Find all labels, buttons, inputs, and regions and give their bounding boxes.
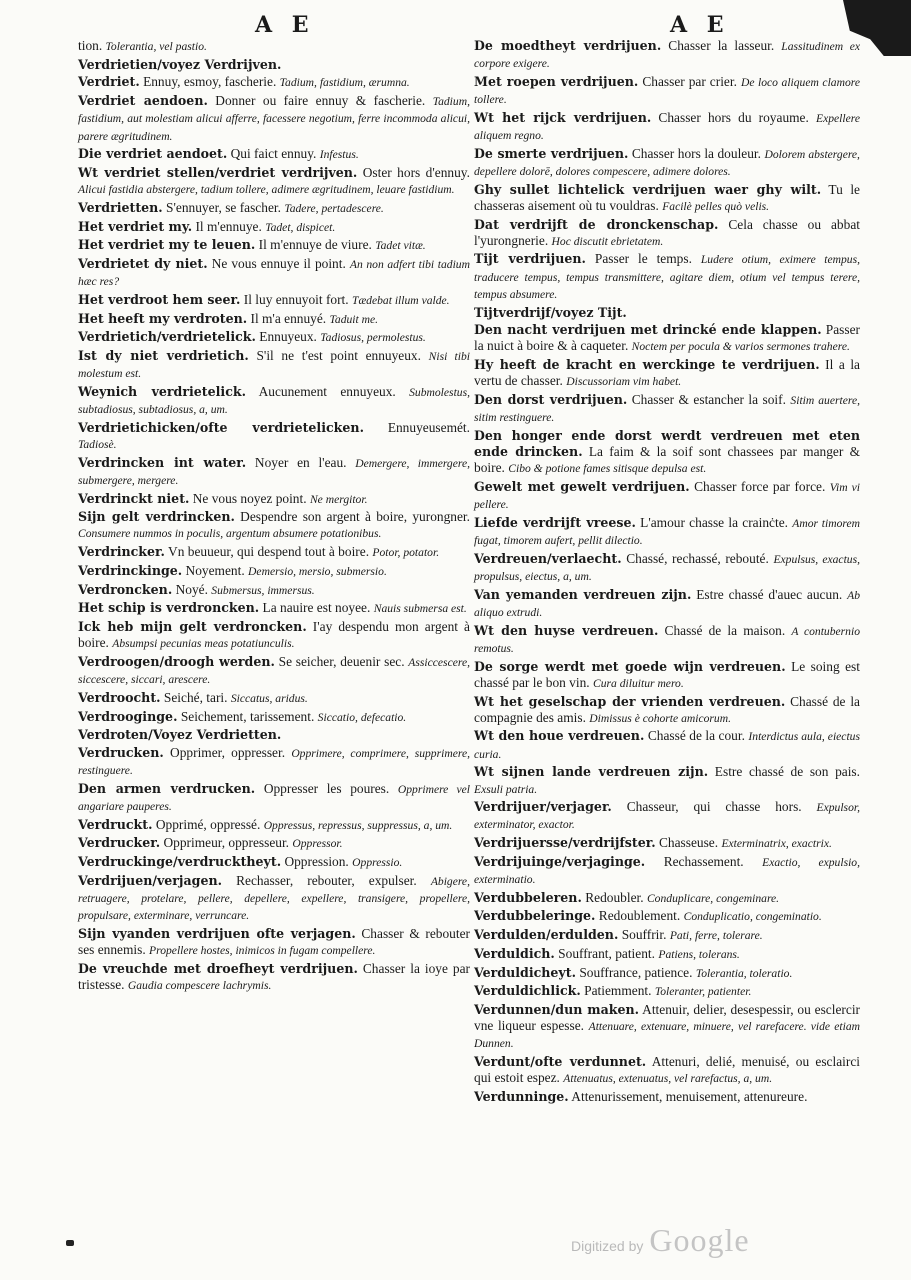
entry-french-gloss: Despendre son argent à boire, yurongner. xyxy=(240,509,470,525)
entry-headword: Verdrooginge. xyxy=(78,708,178,724)
left-column-header: A E xyxy=(255,12,315,38)
entry-latin-gloss: Tædebat illum valde. xyxy=(352,293,450,307)
entry-latin-gloss: Interdictus aula, eiectus curia. xyxy=(474,730,860,761)
entry-headword: Verdunninge. xyxy=(474,1088,569,1104)
dictionary-entry xyxy=(474,38,860,72)
entry-french-gloss: Passer le temps. xyxy=(594,251,692,267)
entry-latin-gloss: Attenuare, extenuare, minuere, vel rarefacere. vide etiam Dunnen. xyxy=(474,1020,860,1051)
entry-headword: Ick heb mijn gelt verdroncken. xyxy=(78,619,307,634)
entry-latin-gloss: Expellere aliquem regno. xyxy=(474,111,860,143)
dictionary-entry xyxy=(78,219,470,236)
entry-headword: Het verdroot hem seer. xyxy=(78,291,241,307)
dictionary-entry xyxy=(474,908,860,925)
entry-headword: Verdriet aendoen. xyxy=(78,93,208,109)
entry-french-gloss: Ne vous noyez point. xyxy=(192,490,307,506)
entry-headword: Verdrincker. xyxy=(78,544,165,560)
dictionary-entry xyxy=(474,322,860,355)
dictionary-entry xyxy=(474,835,860,852)
entry-french-gloss: Oppression. xyxy=(284,854,349,870)
entry-latin-gloss: Tadet vitæ. xyxy=(375,239,426,253)
entry-latin-gloss: Tadium, fastidium, ærumna. xyxy=(279,76,410,90)
entry-french-gloss: Estre chassé d'auec aucun. xyxy=(696,586,843,602)
entry-latin-gloss: Exactio, expulsio, exterminatio. xyxy=(474,855,860,887)
entry-french-gloss: Noyement. xyxy=(185,562,245,578)
entry-french-gloss: Chasser force par force. xyxy=(694,479,826,495)
entry-french-gloss: Ne vous ennuye il point. xyxy=(211,255,346,271)
entry-headword: Het verdriet my. xyxy=(78,218,193,234)
entry-french-gloss: Il m'ennuye de viure. xyxy=(258,237,372,253)
entry-french-gloss: Aucunement ennuyeux. xyxy=(258,383,396,399)
entry-french-gloss: Rechasser, rebouter, expulser. xyxy=(236,872,417,888)
entry-latin-gloss: Assiccescere, siccescere, siccari, arescere. xyxy=(78,655,470,687)
google-logo: Google xyxy=(649,1222,750,1258)
entry-french-gloss: Oppresser les poures. xyxy=(263,780,390,796)
entry-latin-gloss: Oppressio. xyxy=(352,856,403,870)
dictionary-entry xyxy=(78,854,470,871)
dictionary-entry xyxy=(78,709,470,726)
dictionary-entry xyxy=(78,329,470,346)
entry-headword: Verduldicheyt. xyxy=(474,964,576,980)
entry-latin-gloss: Pati, ferre, tolerare. xyxy=(669,929,763,943)
entry-latin-gloss: Sitim auertere, sitim restinguere. xyxy=(474,394,860,425)
entry-french-gloss: Ennuyeux. xyxy=(259,329,317,345)
entry-latin-gloss: Absumpsi pecunias meas potatiunculis. xyxy=(112,637,295,651)
entry-headword: Verdroocht. xyxy=(78,689,161,705)
entry-latin-gloss: Tolerantia, vel pastio. xyxy=(105,40,207,53)
entry-headword: Verdrietien/voyez Verdrijven. xyxy=(78,56,282,72)
entry-french-gloss: Redoubler. xyxy=(585,889,644,905)
entry-latin-gloss: Discussoriam vim habet. xyxy=(566,375,682,389)
entry-headword: Verdroten/Voyez Verdrietten. xyxy=(78,727,282,743)
dictionary-entry xyxy=(474,428,860,478)
dictionary-entry xyxy=(78,544,470,561)
entry-french-gloss: Chassé de la cour. xyxy=(647,728,745,744)
dictionary-entry xyxy=(474,927,860,944)
entry-headword: Verduldichlick. xyxy=(474,983,581,999)
entry-headword: Wt den houe verdreuen. xyxy=(474,728,645,744)
entry-french-gloss: tion. xyxy=(78,38,103,53)
dictionary-entry xyxy=(474,965,860,982)
entry-french-gloss: Chassé, rechassé, rebouté. xyxy=(626,550,769,566)
entry-headword: Verdreuen/verlaecht. xyxy=(474,550,622,566)
entry-french-gloss: Chasser & estancher la soif. xyxy=(631,392,786,408)
entry-headword: De sorge werdt met goede wijn verdreuen. xyxy=(474,658,786,674)
entry-latin-gloss: Dimissus è cohorte amicorum. xyxy=(589,711,731,725)
entry-headword: Verdriet. xyxy=(78,74,140,90)
entry-headword: Verdrijuer/verjager. xyxy=(474,799,612,815)
entry-headword: Verdulden/erdulden. xyxy=(474,927,619,943)
dictionary-entry xyxy=(474,146,860,180)
dictionary-entry xyxy=(78,384,470,418)
entry-french-gloss: Chasseuse. xyxy=(658,835,719,851)
entry-french-gloss: S'ennuyer, se fascher. xyxy=(166,199,281,215)
dictionary-entry xyxy=(474,764,860,797)
entry-headword: Verdroogen/droogh werden. xyxy=(78,653,275,669)
entry-latin-gloss: Tadium, fastidium, aut molestiam alicui afferre, facessere negotium, ferre incommoda alicui, parere ægritudinem. xyxy=(78,95,470,143)
dictionary-entry xyxy=(78,256,470,290)
entry-headword: Den armen verdrucken. xyxy=(78,780,256,796)
dictionary-entry xyxy=(474,305,860,321)
entry-latin-gloss: Demersio, mersio, submersio. xyxy=(248,564,387,578)
entry-headword: Wt sijnen lande verdreuen zijn. xyxy=(474,764,709,780)
entry-latin-gloss: Tolerantia, toleratio. xyxy=(695,966,793,980)
entry-french-gloss: Passer la nuict à boire & à caqueter. xyxy=(474,322,860,354)
entry-french-gloss: Estre chassé de son pais. xyxy=(714,764,860,780)
entry-headword: Verdroncken. xyxy=(78,581,173,597)
entry-latin-gloss: Opprimere vel angariare pauperes. xyxy=(78,782,470,814)
entry-french-gloss: Ennuyeusemét. xyxy=(387,419,470,435)
dictionary-entry xyxy=(474,74,860,108)
entry-latin-gloss: Lassitudinem ex corpore exigere. xyxy=(474,40,860,71)
entry-french-gloss: Opprimer, oppresser. xyxy=(170,744,286,760)
entry-headword: Verdrietichicken/ofte verdrietelicken. xyxy=(78,419,364,435)
entry-french-gloss: Tu le chasseras aisement où tu vouldras. xyxy=(474,181,860,213)
entry-french-gloss: Chassé de la maison. xyxy=(664,622,786,638)
entry-latin-gloss: Amor timorem fugat, timorem aufert, pellit dilectio. xyxy=(474,516,860,548)
dictionary-entry xyxy=(474,357,860,390)
dictionary-entry xyxy=(474,694,860,727)
dictionary-entry xyxy=(78,781,470,815)
entry-french-gloss: L'amour chasse la crainċte. xyxy=(640,514,788,530)
entry-latin-gloss: De loco aliquem clamore tollere. xyxy=(474,75,860,107)
dictionary-entry xyxy=(474,587,860,621)
entry-headword: Verdunt/ofte verdunnet. xyxy=(474,1054,647,1070)
entry-latin-gloss: Propellere hostes, inimicos in fugam compellere. xyxy=(149,944,376,958)
dictionary-entry xyxy=(78,348,470,382)
entry-latin-gloss: Demergere, immergere, submergere, mergere. xyxy=(78,456,470,487)
dictionary-entry xyxy=(78,93,470,145)
entry-french-gloss: Noyé. xyxy=(175,581,208,597)
entry-latin-gloss: Nauis submersa est. xyxy=(373,602,467,616)
entry-headword: Dat verdrijft de dronckenschap. xyxy=(474,216,719,232)
dictionary-entry xyxy=(78,491,470,508)
entry-headword: Verdunnen/dun maken. xyxy=(474,1001,640,1017)
entry-headword: Verdubbeleringe. xyxy=(474,908,596,924)
entry-french-gloss: Ennuy, esmoy, fascherie. xyxy=(143,74,277,90)
entry-headword: Den nacht verdrijuen met drincké ende klappen. xyxy=(474,322,822,338)
entry-headword: Verduldich. xyxy=(474,945,555,961)
dictionary-entry xyxy=(78,38,470,55)
entry-headword: Verdrietet dy niet. xyxy=(78,255,208,271)
entry-french-gloss: Chasser la lasseur. xyxy=(668,38,775,53)
left-column xyxy=(78,38,470,996)
entry-headword: Wt verdriet stellen/verdriet verdrijven. xyxy=(78,164,358,180)
entry-headword: Sijn vyanden verdrijuen ofte verjagen. xyxy=(78,925,356,941)
entry-french-gloss: Qui faict ennuy. xyxy=(230,146,317,162)
entry-headword: De vreuchde met droefheyt verdrijuen. xyxy=(78,960,358,976)
dictionary-entry xyxy=(474,392,860,426)
entry-latin-gloss: Expulsor, exterminator, exactor. xyxy=(474,801,860,832)
entry-latin-gloss: Conduplicare, congeminare. xyxy=(646,891,780,905)
entry-headword: Het verdriet my te leuen. xyxy=(78,237,256,253)
entry-french-gloss: Attenuir, delier, desespessir, ou esclercir vne liqueur espesse. xyxy=(474,1001,860,1034)
entry-headword: Tijtverdrijf/voyez Tijt. xyxy=(474,304,627,320)
entry-headword: Sijn gelt verdrincken. xyxy=(78,509,235,525)
entry-french-gloss: Chasser par crier. xyxy=(642,73,737,89)
entry-latin-gloss: Submersus, immersus. xyxy=(211,583,315,597)
entry-headword: Verdrijuen/verjagen. xyxy=(78,872,223,888)
dictionary-entry xyxy=(474,1002,860,1053)
entry-french-gloss: Seiché, tari. xyxy=(163,689,228,705)
entry-headword: Met roepen verdrijuen. xyxy=(474,73,639,89)
dictionary-entry xyxy=(474,799,860,833)
dictionary-entry xyxy=(78,654,470,688)
entry-latin-gloss: Dolorem abstergere, depellere dolorē, dolores compescere, adimere dolores. xyxy=(474,147,860,178)
entry-headword: Gewelt met gewelt verdrijuen. xyxy=(474,479,690,495)
entry-french-gloss: Redoublement. xyxy=(598,908,681,924)
entry-french-gloss: Cela chasse ou abbat l'yurongnerie. xyxy=(474,216,860,248)
entry-headword: Verdrietten. xyxy=(78,199,163,215)
dictionary-entry xyxy=(78,563,470,580)
entry-latin-gloss: Consumere nummos in poculis, argentum absumere potationibus. xyxy=(78,527,382,541)
entry-headword: Het heeft my verdroten. xyxy=(78,310,248,326)
entry-french-gloss: Chasser hors du royaume. xyxy=(658,109,809,125)
entry-headword: Verdrijuinge/verjaginge. xyxy=(474,853,646,869)
dictionary-entry xyxy=(474,515,860,549)
entry-latin-gloss: Oppressus, repressus, suppressus, a, um. xyxy=(263,818,453,832)
entry-latin-gloss: Infestus. xyxy=(319,148,359,162)
entry-latin-gloss: Siccatus, aridus. xyxy=(230,691,308,705)
entry-french-gloss: Noyer en l'eau. xyxy=(254,454,347,470)
dictionary-entry xyxy=(474,217,860,250)
entry-latin-gloss: Tadiosus, permolestus. xyxy=(320,331,426,345)
entry-latin-gloss: Hoc discutit ebrietatem. xyxy=(551,234,664,248)
entry-headword: Den dorst verdrijuen. xyxy=(474,392,628,408)
entry-latin-gloss: Nisi tibi molestum est. xyxy=(78,349,471,381)
dictionary-entry xyxy=(78,835,470,852)
entry-latin-gloss: Cibo & potione fames sitisque depulsa est. xyxy=(508,462,707,476)
dictionary-entry xyxy=(474,182,860,215)
entry-french-gloss: Il luy ennuyoit fort. xyxy=(243,291,349,307)
entry-french-gloss: La nauire est noyee. xyxy=(262,600,371,616)
entry-latin-gloss: Submolestus, subtadiosus, subtadiosus, a, um. xyxy=(78,385,470,417)
dictionary-entry xyxy=(474,1054,860,1087)
entry-french-gloss: Souffrance, patience. xyxy=(579,964,693,980)
entry-headword: De smerte verdrijuen. xyxy=(474,145,629,161)
entry-french-gloss: Le soing est chassé par le bon vin. xyxy=(474,658,860,690)
entry-french-gloss: Il m'ennuye. xyxy=(195,218,262,234)
entry-french-gloss: Opprimé, oppressé. xyxy=(155,816,261,832)
entry-headword: Wt den huyse verdreuen. xyxy=(474,622,659,638)
dictionary-entry xyxy=(78,961,470,994)
entry-french-gloss: Attenurissement, menuisement, attenureure. xyxy=(571,1088,808,1104)
entry-french-gloss: Attenuri, delié, menuisé, ou esclairci qui estoit espez. xyxy=(474,1054,860,1086)
dictionary-entry xyxy=(78,237,470,254)
entry-headword: Verdrucken. xyxy=(78,744,164,760)
entry-latin-gloss: Potor, potator. xyxy=(372,546,440,560)
dictionary-entry xyxy=(474,728,860,762)
entry-latin-gloss: Exsuli patria. xyxy=(474,782,538,796)
dictionary-entry xyxy=(474,854,860,888)
entry-headword: Verdruckinge/verdrucktheyt. xyxy=(78,854,282,870)
dictionary-entry xyxy=(78,420,470,453)
entry-french-gloss: Seichement, tarissement. xyxy=(180,708,315,724)
entry-latin-gloss: Exterminatrix, exactrix. xyxy=(721,837,832,851)
entry-headword: Van yemanden verdreuen zijn. xyxy=(474,586,692,602)
dictionary-entry xyxy=(78,926,470,959)
entry-latin-gloss: Gaudia compescere lachrymis. xyxy=(127,979,272,993)
entry-headword: Die verdriet aendoet. xyxy=(78,146,228,162)
entry-latin-gloss: Facilè pelles quò velis. xyxy=(662,199,770,213)
entry-french-gloss: Vn beuueur, qui despend tout à boire. xyxy=(168,544,370,560)
entry-french-gloss: Il m'a ennuyé. xyxy=(250,310,327,326)
entry-headword: Verdrinckinge. xyxy=(78,562,183,578)
entry-french-gloss: Oster hors d'ennuy. xyxy=(362,164,470,180)
entry-french-gloss: Rechassement. xyxy=(663,853,744,869)
entry-latin-gloss: Ludere otium, eximere tempus, traducere tempus, tempus transmittere, agitare diem, otium vel tempus terere, tempus absumere. xyxy=(474,253,860,301)
entry-headword: De moedtheyt verdrijuen. xyxy=(474,38,662,53)
entry-latin-gloss: Opprimere, comprimere, supprimere, restinguere. xyxy=(78,746,470,778)
entry-latin-gloss: Abigere, retruagere, protelare, pellere, depellere, expellere, transigere, propellere, propulsare, exterminare, verruncare. xyxy=(78,874,470,923)
dictionary-entry xyxy=(78,165,470,198)
dictionary-entry xyxy=(78,745,470,779)
entry-french-gloss: Chasser la ioye par tristesse. xyxy=(78,960,470,993)
dictionary-entry xyxy=(474,251,860,303)
dictionary-entry xyxy=(78,873,470,925)
dictionary-entry xyxy=(78,200,470,217)
right-column xyxy=(474,38,860,1107)
entry-latin-gloss: Oppressor. xyxy=(292,837,343,851)
entry-latin-gloss: Expulsus, exactus, propulsus, eiectus, a, um. xyxy=(474,552,860,584)
dictionary-entry xyxy=(78,509,470,542)
right-column-header: A E xyxy=(670,12,730,38)
entry-headword: Weynich verdrietelick. xyxy=(78,383,246,399)
dictionary-entry xyxy=(474,946,860,963)
entry-latin-gloss: Patiens, tolerans. xyxy=(658,947,740,961)
dictionary-entry xyxy=(474,659,860,692)
dictionary-entry xyxy=(78,600,470,617)
dictionary-entry xyxy=(474,1089,860,1105)
dictionary-entry xyxy=(78,57,470,73)
ink-stain xyxy=(66,1240,74,1246)
entry-french-gloss: Se seicher, deuenir sec. xyxy=(278,653,405,669)
entry-latin-gloss: Noctem per pocula & varios sermones trahere. xyxy=(631,340,850,354)
entry-headword: Den honger ende dorst werdt verdreuen met eten ende drincken. xyxy=(474,427,860,460)
entry-latin-gloss: Ab aliquo extrudi. xyxy=(474,588,860,619)
dictionary-entry xyxy=(78,146,470,163)
entry-latin-gloss: Siccatio, defecatio. xyxy=(317,710,407,724)
entry-latin-gloss: An non adfert tibi tadium hæc res? xyxy=(78,257,470,289)
entry-french-gloss: Il a la vertu de chasser. xyxy=(474,357,861,389)
dictionary-entry xyxy=(78,727,470,743)
entry-headword: Ghy sullet lichtelick verdrijuen waer ghy wilt. xyxy=(474,181,822,197)
dictionary-entry xyxy=(474,983,860,1000)
dictionary-entry xyxy=(78,455,470,489)
entry-headword: Tijt verdrijuen. xyxy=(474,251,586,267)
digitization-watermark xyxy=(571,1222,750,1262)
entry-headword: Hy heeft de kracht en werckinge te verdrijuen. xyxy=(474,357,820,373)
entry-french-gloss: Patiemment. xyxy=(584,983,652,999)
entry-french-gloss: Chasseur, qui chasse hors. xyxy=(626,799,802,815)
entry-headword: Verdubbeleren. xyxy=(474,889,582,905)
entry-headword: Verdruckt. xyxy=(78,816,153,832)
entry-headword: Verdrijuersse/verdrijfster. xyxy=(474,835,656,851)
entry-headword: Verdrietich/verdrietelick. xyxy=(78,329,256,345)
entry-french-gloss: La faim & la soif sont chassees par manger & boire. xyxy=(474,444,860,476)
dictionary-entry xyxy=(78,817,470,834)
entry-latin-gloss: Tadiosè. xyxy=(78,437,117,451)
entry-french-gloss: Chasser hors la douleur. xyxy=(631,145,761,161)
entry-french-gloss: Chassé de la compagnie des amis. xyxy=(474,693,860,725)
entry-latin-gloss: Alicui fastidia abstergere, tadium tollere, adimere ægritudinem, leuare fastidium. xyxy=(78,183,455,197)
entry-latin-gloss: Attenuatus, extenuatus, vel rarefactus, a, um. xyxy=(563,1072,773,1086)
entry-headword: Het schip is verdroncken. xyxy=(78,600,260,616)
entry-french-gloss: I'ay despendu mon argent à boire. xyxy=(78,619,470,651)
entry-latin-gloss: Cura diluitur mero. xyxy=(593,676,684,690)
dictionary-entry xyxy=(474,110,860,144)
entry-latin-gloss: Tadet, dispicet. xyxy=(265,220,336,234)
entry-latin-gloss: Vim vi pellere. xyxy=(474,481,860,512)
entry-headword: Verdrincken int water. xyxy=(78,454,247,470)
entry-headword: Wt het rijck verdrijuen. xyxy=(474,109,652,125)
dictionary-entry xyxy=(474,479,860,513)
entry-latin-gloss: Taduit me. xyxy=(329,312,379,326)
entry-headword: Verdrinckt niet. xyxy=(78,490,190,506)
watermark-prefix: Digitized by xyxy=(571,1238,644,1254)
dictionary-entry xyxy=(78,582,470,599)
entry-latin-gloss: Tadere, pertadescere. xyxy=(284,201,384,215)
dictionary-entry xyxy=(78,690,470,707)
entry-french-gloss: Chasser & rebouter ses ennemis. xyxy=(78,925,470,958)
entry-latin-gloss: Toleranter, patienter. xyxy=(654,985,752,999)
entry-french-gloss: Donner ou faire ennuy & fascherie. xyxy=(215,93,426,109)
entry-headword: Ist dy niet verdrietich. xyxy=(78,347,249,363)
entry-latin-gloss: A contubernio remotus. xyxy=(474,624,860,655)
entry-french-gloss: Souffrir. xyxy=(621,927,667,943)
entry-headword: Wt het geselschap der vrienden verdreuen. xyxy=(474,693,786,709)
dictionary-entry xyxy=(474,890,860,907)
dictionary-entry xyxy=(78,74,470,91)
dictionary-entry xyxy=(474,551,860,585)
entry-headword: Liefde verdrijft vreese. xyxy=(474,514,636,530)
entry-french-gloss: Souffrant, patient. xyxy=(558,945,655,961)
dictionary-entry xyxy=(474,623,860,657)
dictionary-entry xyxy=(78,311,470,328)
entry-headword: Verdrucker. xyxy=(78,835,161,851)
dictionary-entry xyxy=(78,292,470,309)
entry-french-gloss: Opprimeur, oppresseur. xyxy=(163,835,290,851)
entry-latin-gloss: Ne mergitor. xyxy=(309,492,368,506)
entry-latin-gloss: Conduplicatio, congeminatio. xyxy=(683,910,822,924)
entry-french-gloss: S'il ne t'est point ennuyeux. xyxy=(256,347,421,363)
dictionary-entry xyxy=(78,619,470,652)
